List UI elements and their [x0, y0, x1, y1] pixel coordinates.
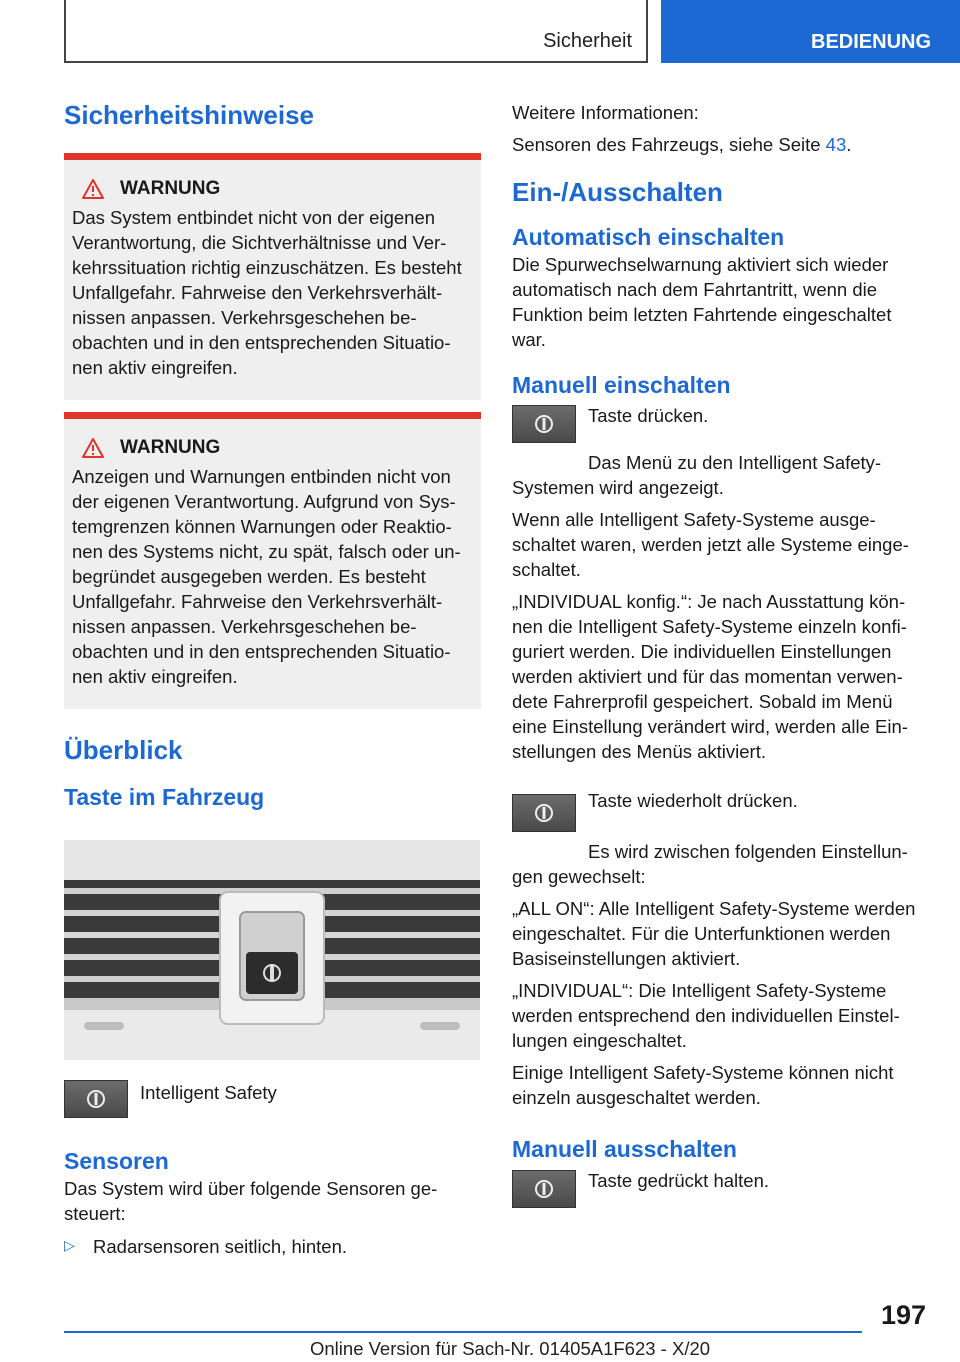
warning-heading	[72, 178, 473, 200]
more-info-label: Weitere Informationen:	[512, 102, 699, 123]
triangle-bullet-icon: ▷	[64, 1236, 75, 1253]
button-in-vehicle-title: Taste im Fahrzeug	[64, 784, 265, 811]
on-off-title: Ein-/Ausschalten	[512, 177, 723, 207]
intelligent-safety-row	[64, 1080, 481, 1118]
intelligent-safety-button-icon	[64, 1080, 128, 1118]
sensors-text: Das System wird über folgende Sensoren gesteuert:	[64, 1177, 438, 1224]
sensors-reference-suffix: .	[846, 134, 852, 155]
individual-text: „INDIVIDUAL“: Die Intelligent Safety-Systeme werden entsprechend den individuellen Einstellungen eingeschaltet.	[512, 980, 900, 1052]
warning-triangle-icon	[82, 438, 104, 458]
footer-online-version: Online Version für Sach-Nr. 01405A1F623 - X/20	[310, 1338, 711, 1359]
list-item	[64, 1234, 481, 1259]
toggle-text: Es wird zwischen folgenden Einstellungen gewechselt:	[512, 841, 908, 888]
page-number: 197	[880, 1300, 926, 1330]
intelligent-safety-button-icon	[512, 1170, 576, 1208]
manual-on-title: Manuell einschalten	[512, 371, 731, 398]
warning-box-1	[64, 153, 481, 400]
warning-triangle-icon	[82, 179, 104, 199]
menu-shown-text: Das Menü zu den Intelligent Safety-Systemen wird angezeigt.	[512, 452, 882, 499]
hold-button-row	[512, 1168, 924, 1208]
page-link-43[interactable]: 43	[825, 134, 847, 155]
auto-on-text: Die Spurwechselwarnung aktiviert sich wieder automatisch nach dem Fahrtantritt, wenn die Funktion beim letzten Fahrtende eingeschaltet war.	[512, 253, 892, 350]
press-button-text: Taste drücken.	[588, 405, 709, 427]
intelligent-safety-caption: Intelligent Safety	[140, 1081, 277, 1103]
warning-text: Anzeigen und Warnungen entbinden nicht von der eigenen Verantwortung. Aufgrund von Systemgrenzen können Warnungen oder Reaktionen des Systems nicht, zu spät, falsch oder unbegründet ausgegeben werden. Es besteht Unfallgefahr. Fahrweise den Verkehrsverhältnissen anpassen. Verkehrsgeschehen beobachten und in den entsprechenden Situationen aktiv eingreifen.	[72, 466, 461, 688]
warning-text: Das System entbindet nicht von der eigenen Verantwortung, die Sichtverhältnisse und Verkehrssituation richtig einzuschätzen. Es besteht Unfallgefahr. Fahrweise den Verkehrsverhältnissen anpassen. Verkehrsgeschehen beobachten und in den entsprechenden Situationen aktiv eingreifen.	[72, 207, 462, 379]
header-section-title: Sicherheit	[543, 30, 632, 52]
manual-off-title: Manuell ausschalten	[512, 1136, 737, 1163]
footer-divider	[64, 1331, 862, 1333]
warning-box-2	[64, 412, 481, 709]
auto-on-title: Automatisch einschalten	[512, 224, 785, 251]
sensors-reference-prefix: Sensoren des Fahrzeugs, siehe Seite	[512, 134, 821, 155]
press-repeat-text: Taste wiederholt drücken.	[588, 790, 798, 812]
warning-heading	[72, 437, 473, 459]
sensors-title: Sensoren	[64, 1147, 169, 1174]
press-repeat-row	[512, 788, 924, 832]
overview-title: Überblick	[64, 735, 183, 766]
individual-konfig-text: „INDIVIDUAL konfig.“: Je nach Ausstattung können die Intelligent Safety-Systeme einzeln konfiguriert werden. Die individuellen Einstellungen werden aktiviert und für das momentan verwendete Fahrerprofil gespeichert. Sobald im Menü eine Einstellung verändert wird, werden alle Einstellungen des Menüs aktiviert.	[512, 591, 908, 763]
all-off-text: Wenn alle Intelligent Safety-Systeme ausgeschaltet waren, werden jetzt alle Systeme eingeschaltet.	[512, 509, 909, 581]
intelligent-safety-button-icon	[512, 794, 576, 832]
press-button-row	[512, 403, 924, 443]
vent-panel-illustration	[64, 840, 480, 1060]
all-on-text: „ALL ON“: Alle Intelligent Safety-Systeme werden eingeschaltet. Für die Unterfunktionen werden Basiseinstellungen aktiviert.	[512, 898, 916, 970]
warning-label: WARNUNG	[120, 178, 221, 200]
header-frame	[64, 0, 648, 63]
intelligent-safety-button-icon	[512, 405, 576, 443]
left-column	[64, 100, 481, 1259]
sensor-item-text: Radarsensoren seitlich, hinten.	[93, 1235, 348, 1257]
some-systems-text: Einige Intelligent Safety-Systeme können nicht einzeln ausgeschaltet werden.	[512, 1062, 894, 1109]
sensors-reference	[512, 132, 924, 157]
hold-button-text: Taste gedrückt halten.	[588, 1169, 769, 1191]
header-tab-bedienung[interactable]: BEDIENUNG	[661, 0, 960, 63]
safety-notes-title: Sicherheitshinweise	[64, 100, 314, 130]
vehicle-button-photo	[64, 840, 480, 1060]
right-column	[512, 100, 924, 1208]
warning-label: WARNUNG	[120, 437, 221, 459]
